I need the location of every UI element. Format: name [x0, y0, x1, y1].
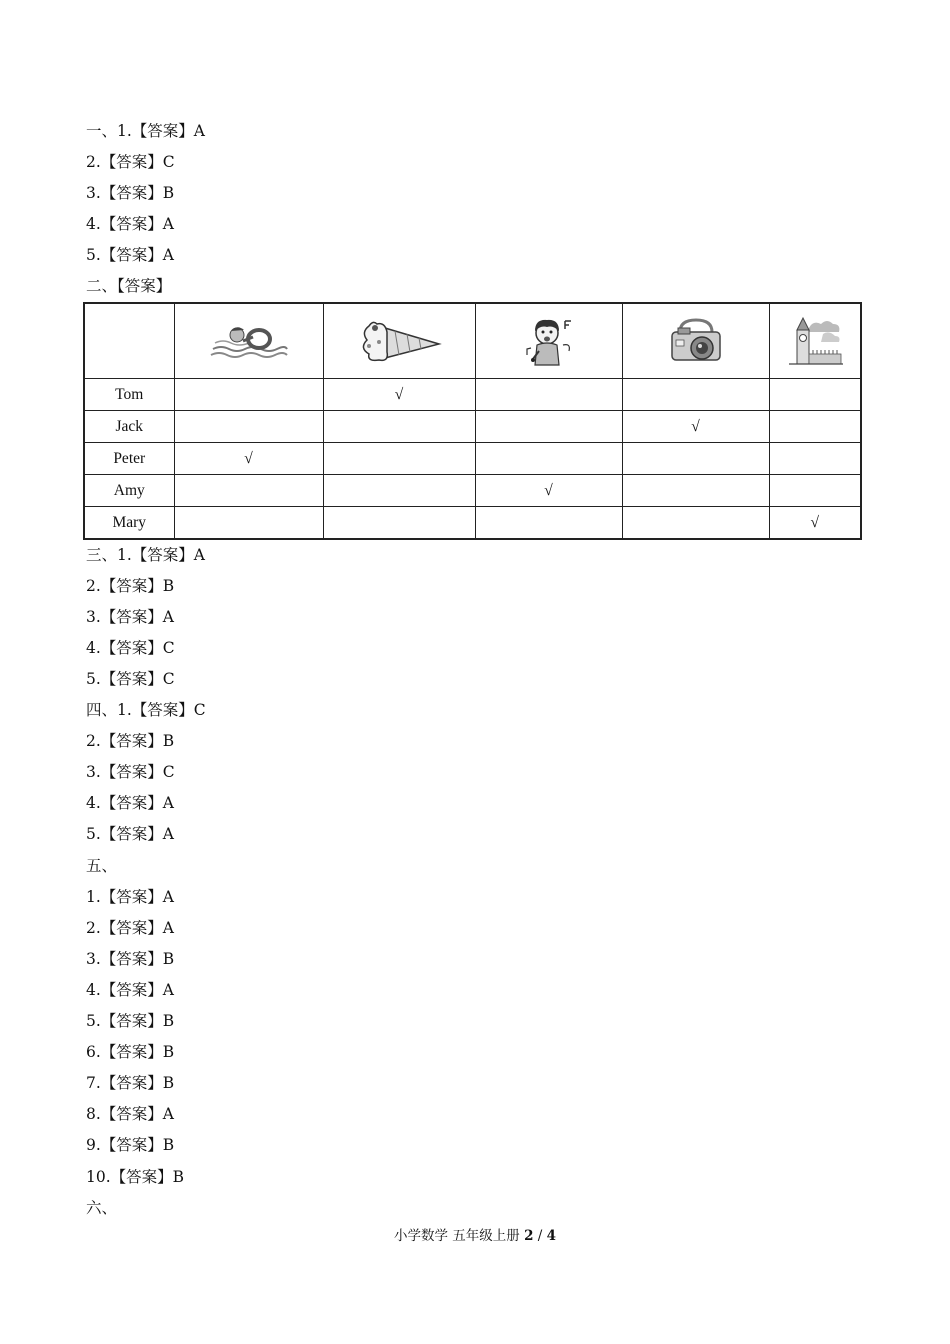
answer-line: 9.【答案】B: [86, 1136, 175, 1154]
answer-line: 四、1.【答案】C: [86, 701, 206, 719]
check-cell: [323, 475, 475, 507]
table-row: [84, 411, 861, 443]
answer-line: 3.【答案】C: [86, 763, 175, 781]
answer-line: 6.【答案】B: [86, 1043, 175, 1061]
table-header-row: [84, 303, 861, 379]
answer-line: 2.【答案】C: [86, 153, 175, 171]
table-row: [84, 475, 861, 507]
page-total: 4: [546, 1228, 557, 1244]
check-cell: [622, 507, 769, 540]
answer-line: 4.【答案】A: [86, 215, 174, 233]
footer-subject: 小学数学 五年级上册: [393, 1228, 520, 1244]
answer-line: 3.【答案】B: [86, 950, 175, 968]
answer-line: 1.【答案】A: [86, 888, 174, 906]
check-cell: [174, 379, 323, 411]
answer-table: [83, 302, 862, 540]
singing-icon: [475, 303, 622, 379]
check-cell: [622, 443, 769, 475]
answer-line: 10.【答案】B: [86, 1168, 185, 1186]
answer-line: 4.【答案】C: [86, 639, 175, 657]
camera-icon: [622, 303, 769, 379]
section-heading: 六、: [86, 1199, 118, 1217]
answer-line: 2.【答案】A: [86, 919, 174, 937]
check-cell: [174, 475, 323, 507]
check-cell: [622, 475, 769, 507]
check-cell: √: [475, 475, 622, 507]
check-cell: [323, 443, 475, 475]
check-cell: [769, 475, 861, 507]
table-row: [84, 507, 861, 540]
answer-line: 5.【答案】A: [86, 825, 174, 843]
section-heading: 五、: [86, 857, 118, 875]
table-row: [84, 443, 861, 475]
table-row: [84, 379, 861, 411]
page-number: 2: [524, 1228, 534, 1244]
check-cell: [769, 411, 861, 443]
answer-line: 3.【答案】A: [86, 608, 174, 626]
check-cell: [323, 411, 475, 443]
check-cell: [475, 379, 622, 411]
swimming-icon: [174, 303, 323, 379]
page-footer: [0, 1227, 950, 1245]
answer-line: 4.【答案】A: [86, 794, 174, 812]
check-cell: [769, 379, 861, 411]
check-cell: [174, 411, 323, 443]
answer-line: 2.【答案】B: [86, 732, 175, 750]
page-separator: /: [537, 1228, 543, 1244]
answer-line: 5.【答案】B: [86, 1012, 175, 1030]
check-cell: [475, 443, 622, 475]
answer-line: 7.【答案】B: [86, 1074, 175, 1092]
check-cell: √: [769, 507, 861, 540]
check-cell: [769, 443, 861, 475]
row-name: Peter: [84, 443, 174, 475]
section-heading: 二、【答案】: [86, 277, 172, 295]
big-ben-icon: [769, 303, 861, 379]
ice-cream-icon: [323, 303, 475, 379]
answer-line: 4.【答案】A: [86, 981, 174, 999]
check-cell: √: [174, 443, 323, 475]
answer-line: 5.【答案】A: [86, 246, 174, 264]
answer-line: 三、1.【答案】A: [86, 546, 205, 564]
answer-line: 8.【答案】A: [86, 1105, 174, 1123]
answer-line: 5.【答案】C: [86, 670, 175, 688]
check-cell: √: [323, 379, 475, 411]
answer-line: 一、1.【答案】A: [86, 122, 205, 140]
check-cell: √: [622, 411, 769, 443]
answer-line: 3.【答案】B: [86, 184, 175, 202]
row-name: Jack: [84, 411, 174, 443]
check-cell: [475, 411, 622, 443]
row-name: Mary: [84, 507, 174, 540]
check-cell: [174, 507, 323, 540]
answer-line: 2.【答案】B: [86, 577, 175, 595]
row-name: Tom: [84, 379, 174, 411]
row-name: Amy: [84, 475, 174, 507]
empty-header-cell: [84, 303, 174, 379]
check-cell: [323, 507, 475, 540]
check-cell: [475, 507, 622, 540]
check-cell: [622, 379, 769, 411]
